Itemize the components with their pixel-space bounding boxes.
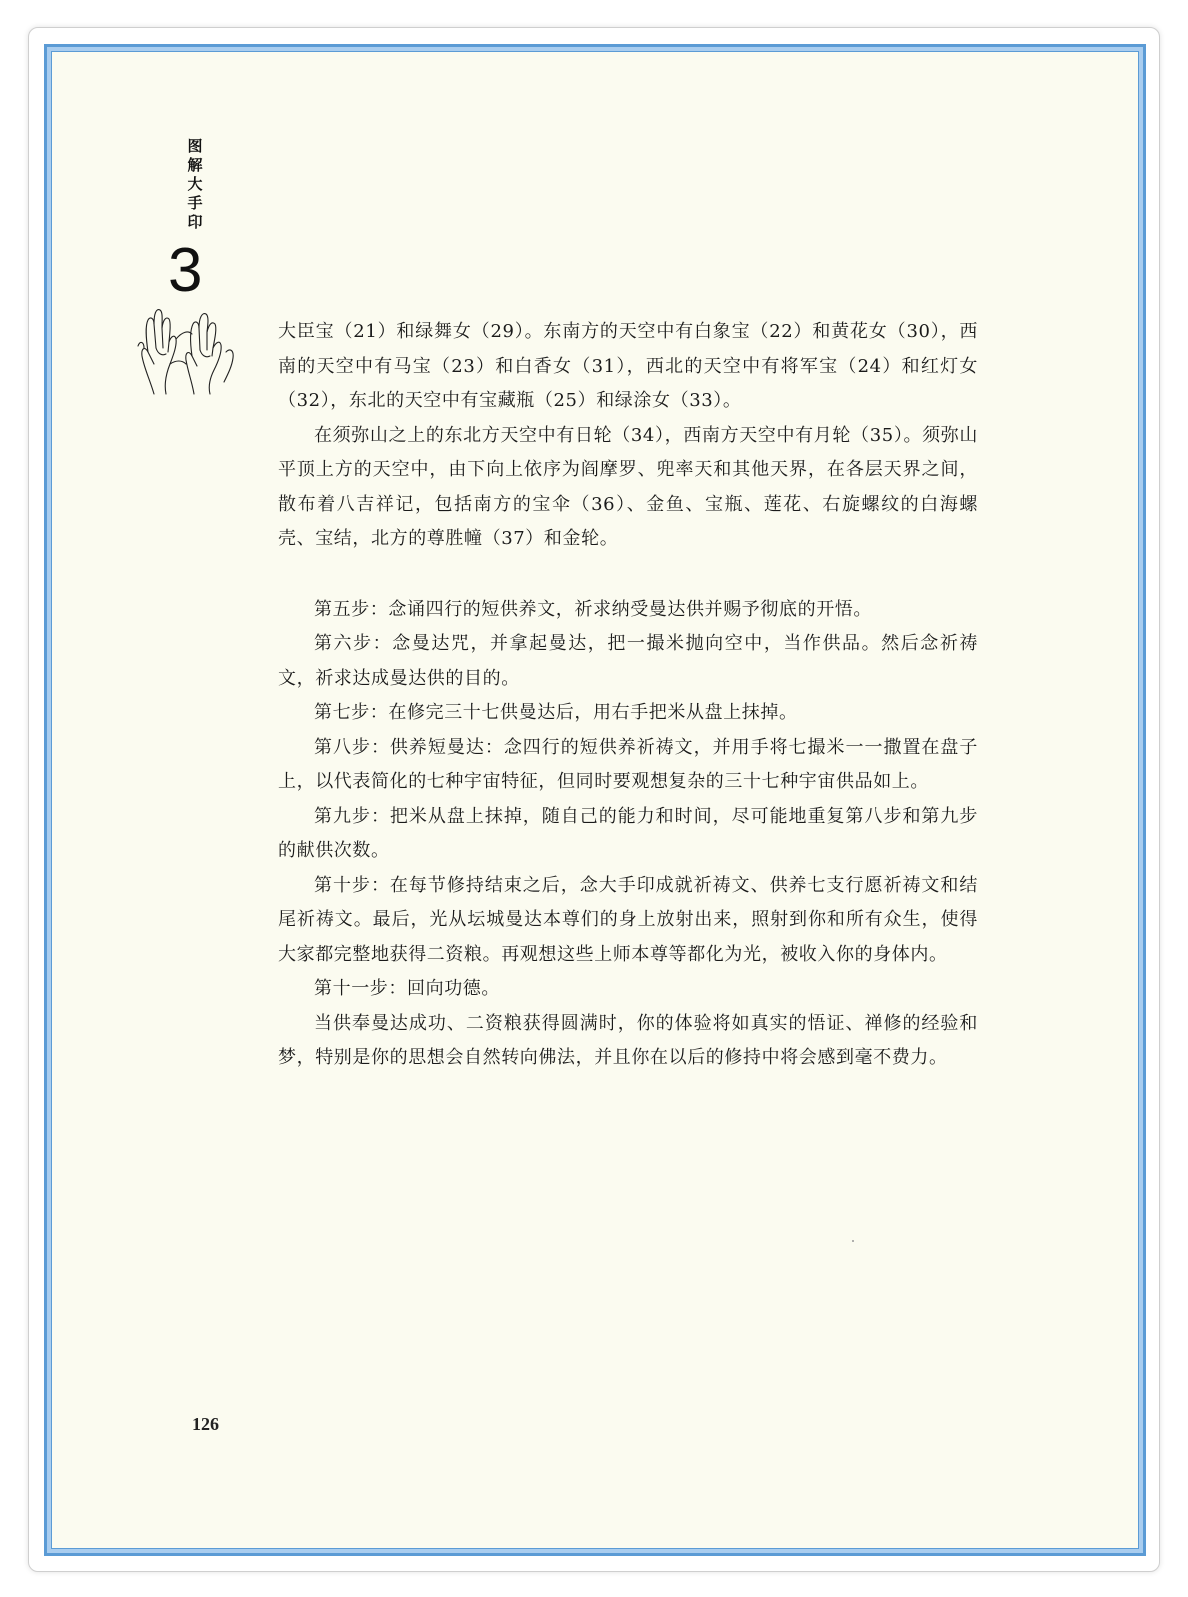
section-gap [278,557,978,593]
step-paragraph: 第五步：念诵四行的短供养文，祈求纳受曼达供并赐予彻底的开悟。 [314,598,872,620]
paragraph: 大臣宝（21）和绿舞女（29）。东南方的天空中有白象宝（22）和黄花女（30），西南的天空中有马宝（23）和白香女（31），西北的天空中有将军宝（24）和红灯女（32），东北的天空中有宝藏瓶（25）和绿涂女（33）。 [278,321,978,411]
running-title-char: 印 [187,213,203,231]
step-paragraph: 第七步：在修完三十七供曼达后，用右手把米从盘上抹掉。 [314,702,798,723]
step-paragraph: 第六步：念曼达咒，并拿起曼达，把一撮米抛向空中，当作供品。然后念祈祷文，祈求达成曼达供的目的。 [278,633,978,689]
step-paragraph: 第八步：供养短曼达：念四行的短供养祈祷文，并用手将七撮米一一撒置在盘子上，以代表简化的七种宇宙特征，但同时要观想复杂的三十七种宇宙供品如上。 [278,736,978,792]
chapter-number: 3 [168,236,203,305]
running-title-char: 大 [187,175,203,193]
scan-speck [852,1240,854,1242]
body-text [278,315,978,1076]
step-paragraph: 第十一步：回向功德。 [314,978,500,999]
step-paragraph: 第十步：在每节修持结束之后，念大手印成就祈祷文、供养七支行愿祈祷文和结尾祈祷文。最后，光从坛城曼达本尊们的身上放射出来，照射到你和所有众生，使得大家都完整地获得二资粮。再观想这些上师本尊等都化为光，被收入你的身体内。 [278,874,978,965]
book-page [51,51,1139,1549]
running-title-char: 解 [187,156,203,174]
step-paragraph: 第九步：把米从盘上抹掉，随自己的能力和时间，尽可能地重复第八步和第九步的献供次数。 [278,805,978,861]
running-title-char: 手 [187,194,203,212]
hands-mudra-icon [136,302,240,398]
page-frame [44,44,1146,1556]
page-number: 126 [192,1414,219,1434]
closing-paragraph: 当供奉曼达成功、二资粮获得圆满时，你的体验将如真实的悟证、禅修的经验和梦，特别是你的思想会自然转向佛法，并且你在以后的修持中将会感到毫不费力。 [278,1012,978,1068]
running-title [183,137,207,232]
paragraph: 在须弥山之上的东北方天空中有日轮（34），西南方天空中有月轮（35）。须弥山平顶上方的天空中，由下向上依序为阎摩罗、兜率天和其他天界，在各层天界之间，散布着八吉祥记，包括南方的宝伞（36）、金鱼、宝瓶、莲花、右旋螺纹的白海螺壳、宝结，北方的尊胜幢（37）和金轮。 [278,424,978,549]
running-title-char: 图 [187,137,203,155]
